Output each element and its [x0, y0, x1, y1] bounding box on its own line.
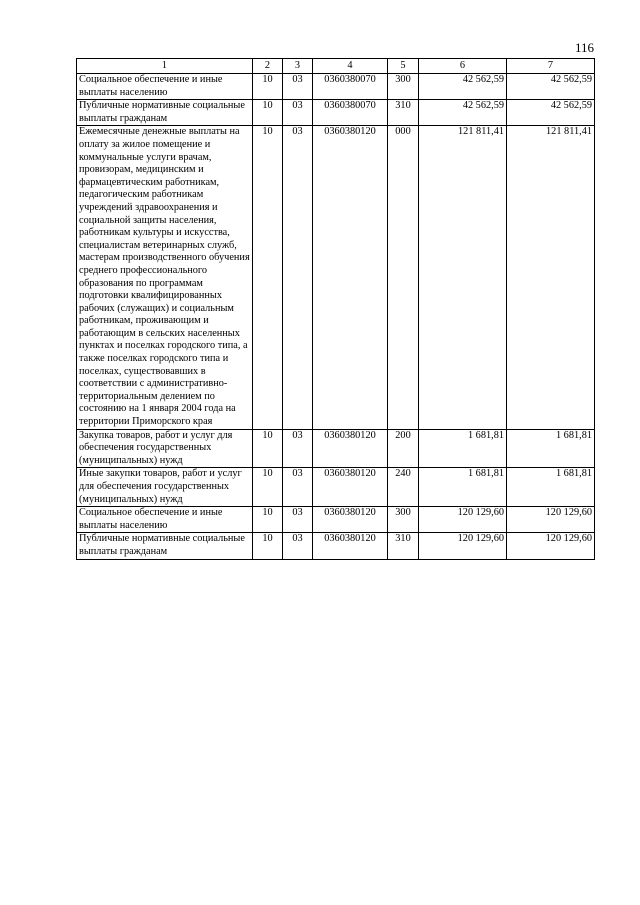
column-header-1: 1	[77, 59, 253, 74]
amount-column-7: 42 562,59	[507, 100, 595, 126]
amount-column-6: 42 562,59	[419, 100, 507, 126]
section-code: 10	[253, 533, 283, 559]
amount-column-6: 42 562,59	[419, 74, 507, 100]
table-header-row	[77, 59, 595, 74]
expense-type-code: 300	[388, 507, 419, 533]
amount-column-6: 121 811,41	[419, 126, 507, 429]
target-article-code: 0360380120	[313, 126, 388, 429]
amount-column-6: 1 681,81	[419, 429, 507, 468]
section-code: 10	[253, 100, 283, 126]
table-row	[77, 507, 595, 533]
row-description: Публичные нормативные социальные выплаты гражданам	[77, 100, 253, 126]
table-row	[77, 126, 595, 429]
subsection-code: 03	[283, 100, 313, 126]
target-article-code: 0360380070	[313, 74, 388, 100]
expense-type-code: 000	[388, 126, 419, 429]
amount-column-7: 120 129,60	[507, 507, 595, 533]
table-row	[77, 468, 595, 507]
row-description: Иные закупки товаров, работ и услуг для обеспечения государственных (муниципальных) нужд	[77, 468, 253, 507]
expense-type-code: 240	[388, 468, 419, 507]
section-code: 10	[253, 429, 283, 468]
row-description: Ежемесячные денежные выплаты на оплату за жилое помещение и коммунальные услуги врачам, провизорам, медицинским и фармацевтическим работникам, педагогическим работникам учреждений здравоохранения и социальной защиты населения, работникам культуры и искусства, специалистам ветеринарных служб, мастерам производственного обучения среднего профессионального образования по программам подготовки квалифицированных рабочих (служащих) и социальным работникам, проживающим и работающим в сельских населенных пунктах и поселках городского типа, а также поселках городского типа и поселках, существовавших в соответствии с административно-территориальным делением по состоянию на 1 января 2004 года на территории Приморского края	[77, 126, 253, 429]
row-description: Социальное обеспечение и иные выплаты населению	[77, 74, 253, 100]
amount-column-6: 120 129,60	[419, 533, 507, 559]
column-header-2: 2	[253, 59, 283, 74]
column-header-3: 3	[283, 59, 313, 74]
target-article-code: 0360380120	[313, 533, 388, 559]
column-header-6: 6	[419, 59, 507, 74]
target-article-code: 0360380120	[313, 429, 388, 468]
row-description: Социальное обеспечение и иные выплаты населению	[77, 507, 253, 533]
target-article-code: 0360380070	[313, 100, 388, 126]
amount-column-7: 42 562,59	[507, 74, 595, 100]
page-number: 116	[574, 40, 594, 55]
column-header-7: 7	[507, 59, 595, 74]
table-row	[77, 533, 595, 559]
budget-table	[76, 58, 595, 560]
section-code: 10	[253, 126, 283, 429]
section-code: 10	[253, 74, 283, 100]
table-row	[77, 100, 595, 126]
section-code: 10	[253, 507, 283, 533]
subsection-code: 03	[283, 533, 313, 559]
expense-type-code: 310	[388, 100, 419, 126]
row-description: Публичные нормативные социальные выплаты гражданам	[77, 533, 253, 559]
subsection-code: 03	[283, 429, 313, 468]
table-row	[77, 429, 595, 468]
amount-column-6: 120 129,60	[419, 507, 507, 533]
column-header-4: 4	[313, 59, 388, 74]
amount-column-7: 120 129,60	[507, 533, 595, 559]
table-row	[77, 74, 595, 100]
target-article-code: 0360380120	[313, 468, 388, 507]
subsection-code: 03	[283, 468, 313, 507]
amount-column-7: 121 811,41	[507, 126, 595, 429]
section-code: 10	[253, 468, 283, 507]
expense-type-code: 310	[388, 533, 419, 559]
subsection-code: 03	[283, 126, 313, 429]
expense-type-code: 200	[388, 429, 419, 468]
amount-column-7: 1 681,81	[507, 429, 595, 468]
subsection-code: 03	[283, 74, 313, 100]
amount-column-6: 1 681,81	[419, 468, 507, 507]
column-header-5: 5	[388, 59, 419, 74]
expense-type-code: 300	[388, 74, 419, 100]
target-article-code: 0360380120	[313, 507, 388, 533]
subsection-code: 03	[283, 507, 313, 533]
amount-column-7: 1 681,81	[507, 468, 595, 507]
row-description: Закупка товаров, работ и услуг для обеспечения государственных (муниципальных) нужд	[77, 429, 253, 468]
